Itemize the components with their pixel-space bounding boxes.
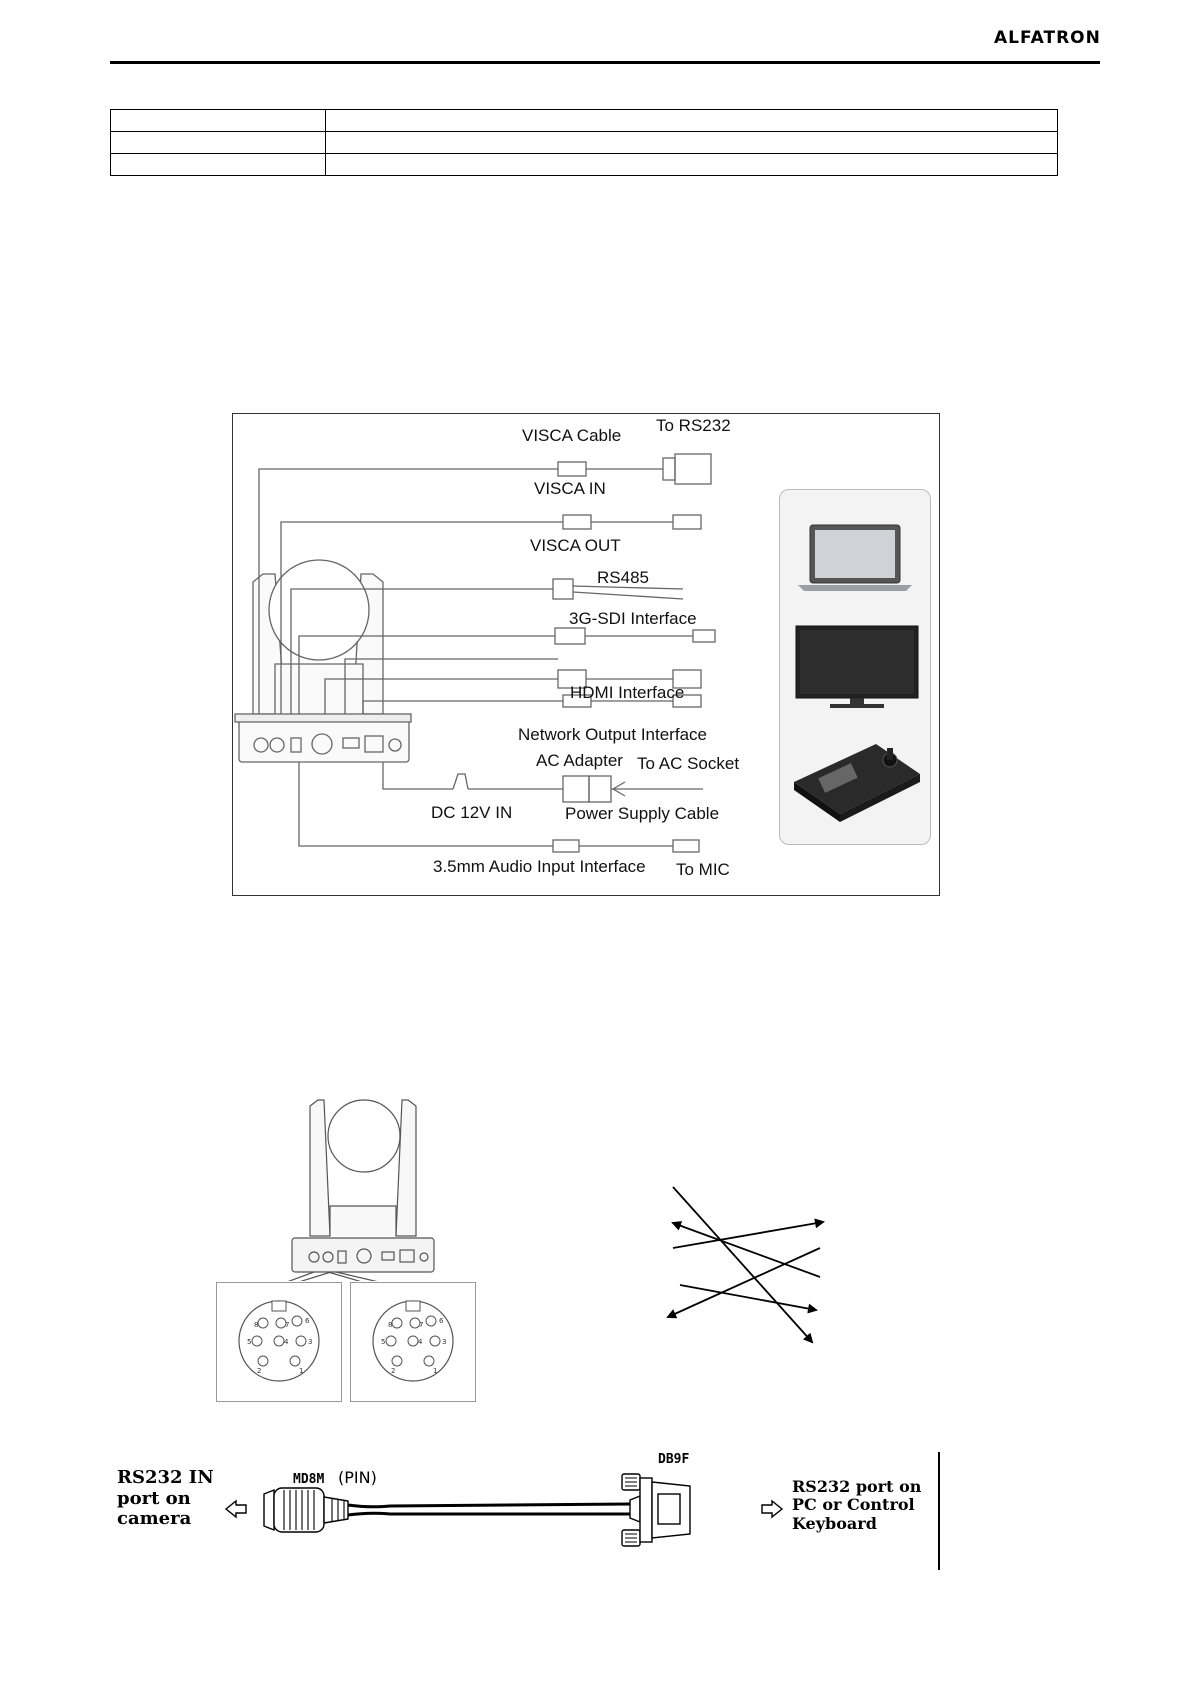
- pin-label: 5: [247, 1338, 252, 1346]
- pin-label: 6: [439, 1317, 444, 1325]
- monitor-icon: [796, 626, 918, 708]
- vertical-rule: [938, 1452, 940, 1570]
- db9f-label: DB9F: [658, 1452, 690, 1467]
- table-row: [111, 132, 1058, 154]
- table-cell: [326, 154, 1058, 176]
- table-cell: [326, 110, 1058, 132]
- md8m-label: MD8M: [293, 1472, 325, 1487]
- rs232-in-label-line: RS232 IN: [117, 1467, 214, 1488]
- pin-label: 3: [442, 1338, 447, 1346]
- table-cell: [111, 154, 326, 176]
- to-ac-socket-label: To AC Socket: [637, 754, 740, 773]
- power-cable-label: Power Supply Cable: [565, 804, 720, 823]
- pin-label: 8: [388, 1321, 393, 1329]
- wiring-arrows: [660, 1180, 832, 1350]
- pin-label: 7: [419, 1321, 424, 1329]
- pin-label: 4: [284, 1338, 289, 1346]
- brand-logo: ALFATRON: [994, 28, 1101, 48]
- laptop-icon: [798, 525, 912, 591]
- pin-label: 6: [305, 1317, 310, 1325]
- sdi-label: 3G-SDI Interface: [569, 609, 697, 628]
- spec-table: [110, 109, 1058, 176]
- device-panel: [779, 489, 931, 845]
- pin-label-text: (PIN): [338, 1468, 377, 1487]
- rs232-port-label: [792, 1478, 921, 1533]
- pin-label: 8: [254, 1321, 259, 1329]
- rs232-cable-diagram: [110, 1452, 1100, 1570]
- table-cell: [111, 132, 326, 154]
- rs485-label: RS485: [597, 568, 649, 587]
- header-rule: [110, 61, 1100, 64]
- pin-label: 2: [391, 1367, 396, 1375]
- camera-connection-diagram: [232, 413, 940, 896]
- arrow-left-icon: [226, 1501, 246, 1517]
- visca-out-pin-box: [350, 1282, 476, 1402]
- camera-rear-view: [216, 1096, 478, 1281]
- db9f-connector-icon: [630, 1496, 640, 1522]
- visca-in-label: VISCA IN: [534, 479, 606, 498]
- visca-out-connector-icon: [351, 1283, 475, 1401]
- visca-cable-label: VISCA Cable: [522, 426, 622, 445]
- audio-label: 3.5mm Audio Input Interface: [433, 857, 646, 876]
- network-label: Network Output Interface: [518, 725, 707, 744]
- dc-in-label: DC 12V IN: [431, 803, 513, 822]
- md8m-connector-icon: [264, 1490, 274, 1530]
- pin-label: 1: [299, 1367, 304, 1375]
- table-row: [111, 154, 1058, 176]
- cable-drawing: [110, 1452, 810, 1570]
- pin-label: 3: [308, 1338, 313, 1346]
- pin-label: 7: [285, 1321, 290, 1329]
- ac-adapter-label: AC Adapter: [536, 751, 623, 770]
- visca-in-pin-box: [216, 1282, 342, 1402]
- pin-label: 4: [418, 1338, 423, 1346]
- rs232-port-label-line: PC or Control: [792, 1495, 915, 1515]
- visca-out-label: VISCA OUT: [530, 536, 621, 555]
- rs232-port-label-line: Keyboard: [792, 1513, 877, 1533]
- table-row: [111, 110, 1058, 132]
- visca-in-connector-icon: [217, 1283, 341, 1401]
- to-mic-label: To MIC: [676, 860, 730, 879]
- rs232-port-label-line: RS232 port on: [792, 1477, 922, 1496]
- pin-label: 1: [433, 1367, 438, 1375]
- hdmi-label: HDMI Interface: [570, 683, 685, 702]
- pin-label: 5: [381, 1338, 386, 1346]
- arrow-right-icon: [762, 1501, 782, 1517]
- table-cell: [326, 132, 1058, 154]
- control-keyboard-icon: [794, 744, 920, 822]
- device-icons: [780, 490, 930, 844]
- visca-pin-diagram: [216, 1096, 478, 1408]
- rs232-in-label-line: camera: [117, 1508, 192, 1530]
- table-cell: [111, 110, 326, 132]
- pin-label: 2: [257, 1367, 262, 1375]
- rs232-in-label-line: port on: [117, 1487, 191, 1509]
- wiring-cross-diagram: [660, 1180, 832, 1350]
- to-rs232-label: To RS232: [656, 416, 731, 435]
